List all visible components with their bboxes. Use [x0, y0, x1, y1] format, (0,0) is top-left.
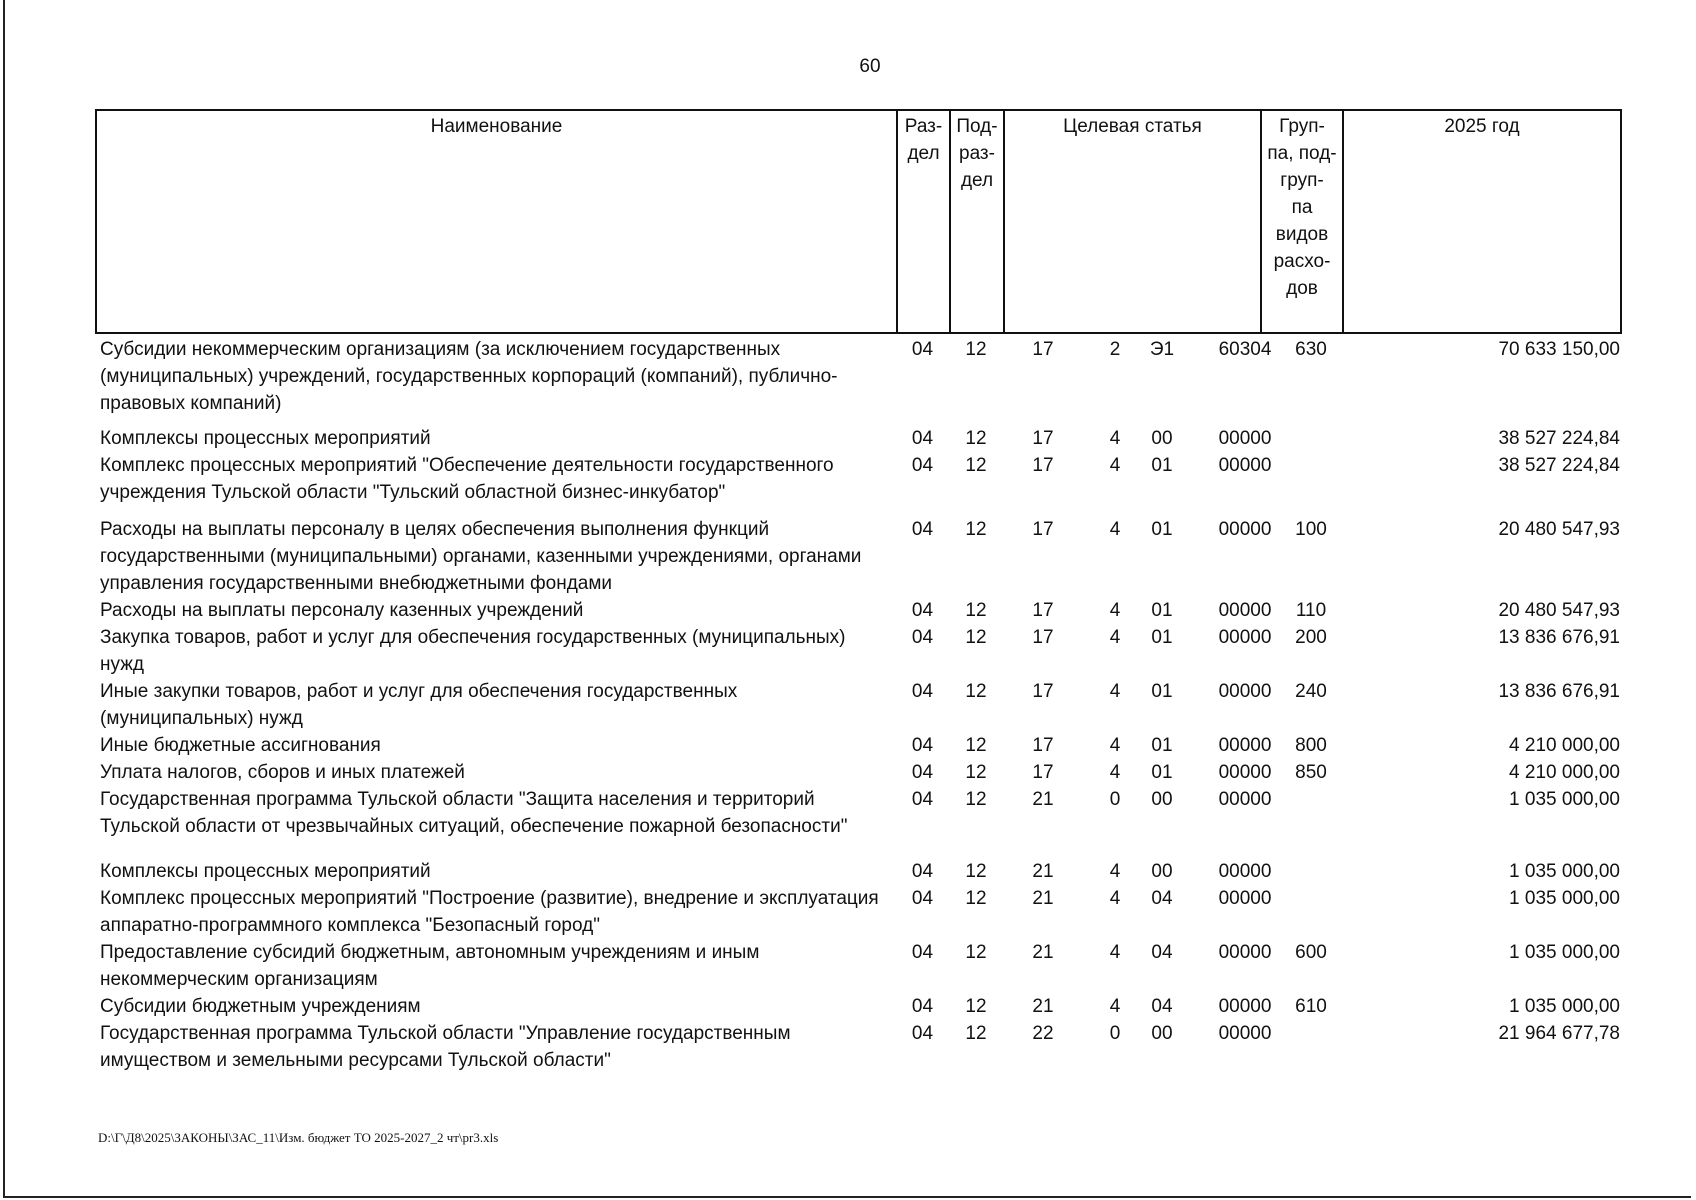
table-row — [95, 624, 1622, 678]
row-amount-2025: 20 480 547,93 — [1498, 519, 1620, 540]
row-target-type: 4 — [1109, 888, 1121, 909]
table-row — [95, 759, 1622, 786]
row-target-structure: 01 — [1151, 762, 1173, 783]
row-target-direction: 00000 — [1218, 861, 1272, 882]
row-target-direction: 60304 — [1218, 339, 1272, 360]
row-expense-group: 850 — [1295, 762, 1327, 783]
row-target-type: 4 — [1109, 762, 1121, 783]
row-target-direction: 00000 — [1218, 455, 1272, 476]
row-amount-2025: 20 480 547,93 — [1498, 600, 1620, 621]
row-target-direction: 00000 — [1218, 789, 1272, 810]
row-target-program: 17 — [1032, 735, 1054, 756]
row-target-direction: 00000 — [1218, 428, 1272, 449]
header-target-article: Целевая статья — [1005, 111, 1262, 332]
row-expense-group: 240 — [1295, 681, 1327, 702]
table-row — [95, 939, 1622, 993]
row-razdel: 04 — [911, 861, 934, 882]
row-name: Комплексы процессных мероприятий — [100, 428, 431, 449]
row-name: Предоставление субсидий бюджетным, автономным учреждениям и иным некоммерческим организациям — [100, 942, 760, 990]
header-podrazdel: Под- раз- дел — [951, 111, 1005, 332]
table-row — [95, 678, 1622, 732]
row-razdel: 04 — [911, 339, 934, 360]
header-razdel: Раз- дел — [898, 111, 951, 332]
page-number: 60 — [859, 56, 881, 77]
row-target-structure: 01 — [1151, 681, 1173, 702]
row-target-direction: 00000 — [1218, 600, 1272, 621]
row-name: Иные бюджетные ассигнования — [100, 735, 381, 756]
row-target-structure: 00 — [1151, 789, 1173, 810]
row-target-structure: 01 — [1151, 735, 1173, 756]
row-podrazdel: 12 — [965, 996, 987, 1017]
row-target-program: 21 — [1032, 942, 1054, 963]
row-target-direction: 00000 — [1218, 996, 1272, 1017]
row-razdel: 04 — [911, 942, 934, 963]
row-expense-group: 600 — [1295, 942, 1327, 963]
table-header — [95, 109, 1622, 334]
row-amount-2025: 70 633 150,00 — [1498, 339, 1620, 360]
row-target-structure: 01 — [1151, 519, 1173, 540]
row-target-type: 4 — [1109, 627, 1121, 648]
row-podrazdel: 12 — [965, 789, 987, 810]
row-name: Комплексы процессных мероприятий — [100, 861, 431, 882]
row-target-direction: 00000 — [1218, 1023, 1272, 1044]
row-expense-group: 630 — [1295, 339, 1327, 360]
row-name: Субсидии некоммерческим организациям (за исключением государственных (муниципальных) учреждений, государственных корпораций (компаний), публично-правовых компаний) — [100, 339, 838, 414]
row-target-direction: 00000 — [1218, 942, 1272, 963]
row-expense-group: 110 — [1295, 600, 1327, 621]
row-target-program: 17 — [1032, 681, 1054, 702]
row-target-program: 17 — [1032, 339, 1054, 360]
row-name: Комплекс процессных мероприятий "Обеспечение деятельности государственного учреждения Тульской области "Тульский областной бизнес-инкубатор" — [100, 455, 834, 503]
row-podrazdel: 12 — [965, 1023, 987, 1044]
row-name: Закупка товаров, работ и услуг для обеспечения государственных (муниципальных) нужд — [100, 627, 846, 675]
row-amount-2025: 1 035 000,00 — [1509, 996, 1620, 1017]
table-row — [95, 993, 1622, 1020]
row-podrazdel: 12 — [965, 428, 987, 449]
row-razdel: 04 — [911, 789, 934, 810]
row-target-direction: 00000 — [1218, 627, 1272, 648]
row-target-structure: 01 — [1151, 600, 1173, 621]
row-target-type: 4 — [1109, 861, 1121, 882]
row-expense-group: 610 — [1295, 996, 1327, 1017]
row-target-direction: 00000 — [1218, 762, 1272, 783]
table-row — [95, 597, 1622, 624]
row-amount-2025: 13 836 676,91 — [1498, 681, 1620, 702]
row-target-type: 0 — [1109, 1023, 1121, 1044]
row-target-program: 21 — [1032, 888, 1054, 909]
row-target-structure: 01 — [1151, 455, 1173, 476]
row-target-structure: 04 — [1151, 996, 1173, 1017]
row-target-type: 4 — [1109, 996, 1121, 1017]
row-podrazdel: 12 — [965, 735, 987, 756]
row-target-type: 4 — [1109, 600, 1121, 621]
row-target-program: 21 — [1032, 789, 1054, 810]
row-name: Комплекс процессных мероприятий "Построение (развитие), внедрение и эксплуатация аппаратно-программного комплекса "Безопасный город" — [100, 888, 879, 936]
table-row — [95, 885, 1622, 939]
row-target-type: 2 — [1109, 339, 1121, 360]
row-target-program: 21 — [1032, 861, 1054, 882]
row-target-direction: 00000 — [1218, 519, 1272, 540]
row-target-structure: 00 — [1151, 428, 1173, 449]
table-row — [95, 786, 1622, 858]
row-amount-2025: 1 035 000,00 — [1509, 942, 1620, 963]
row-amount-2025: 1 035 000,00 — [1509, 789, 1620, 810]
row-target-type: 0 — [1109, 789, 1121, 810]
row-target-program: 17 — [1032, 519, 1054, 540]
row-razdel: 04 — [911, 996, 934, 1017]
row-target-structure: 00 — [1151, 861, 1173, 882]
row-target-type: 4 — [1109, 519, 1121, 540]
row-target-type: 4 — [1109, 428, 1121, 449]
row-target-type: 4 — [1109, 681, 1121, 702]
table-row — [95, 452, 1622, 516]
row-podrazdel: 12 — [965, 600, 987, 621]
row-target-program: 17 — [1032, 762, 1054, 783]
table-row — [95, 425, 1622, 452]
row-target-direction: 00000 — [1218, 888, 1272, 909]
row-amount-2025: 13 836 676,91 — [1498, 627, 1620, 648]
row-razdel: 04 — [911, 735, 934, 756]
row-amount-2025: 38 527 224,84 — [1498, 428, 1620, 449]
table-body — [95, 336, 1622, 1074]
row-podrazdel: 12 — [965, 681, 987, 702]
row-razdel: 04 — [911, 888, 934, 909]
row-target-type: 4 — [1109, 455, 1121, 476]
row-podrazdel: 12 — [965, 942, 987, 963]
row-name: Государственная программа Тульской области "Управление государственным имуществом и земельными ресурсами Тульской области" — [100, 1023, 791, 1071]
row-target-structure: Э1 — [1149, 339, 1175, 360]
row-target-structure: 04 — [1151, 888, 1173, 909]
row-name: Государственная программа Тульской области "Защита населения и территорий Тульской области от чрезвычайных ситуаций, обеспечение пожарной безопасности" — [100, 789, 848, 837]
row-name: Расходы на выплаты персоналу казенных учреждений — [100, 600, 584, 621]
row-target-program: 17 — [1032, 600, 1054, 621]
row-razdel: 04 — [911, 455, 934, 476]
row-target-program: 21 — [1032, 996, 1054, 1017]
row-target-direction: 00000 — [1218, 735, 1272, 756]
row-target-program: 17 — [1032, 627, 1054, 648]
row-podrazdel: 12 — [965, 762, 987, 783]
row-razdel: 04 — [911, 600, 934, 621]
row-target-structure: 04 — [1151, 942, 1173, 963]
table-row — [95, 1020, 1622, 1074]
header-name: Наименование — [97, 111, 898, 332]
header-year: 2025 год — [1444, 116, 1520, 137]
row-razdel: 04 — [911, 762, 934, 783]
row-amount-2025: 4 210 000,00 — [1509, 735, 1620, 756]
table-row — [95, 516, 1622, 597]
row-name: Субсидии бюджетным учреждениям — [100, 996, 421, 1017]
row-target-type: 4 — [1109, 735, 1121, 756]
row-razdel: 04 — [911, 1023, 934, 1044]
row-amount-2025: 1 035 000,00 — [1509, 888, 1620, 909]
row-target-program: 22 — [1032, 1023, 1054, 1044]
row-amount-2025: 4 210 000,00 — [1509, 762, 1620, 783]
row-podrazdel: 12 — [965, 627, 987, 648]
table-row — [95, 732, 1622, 759]
row-target-direction: 00000 — [1218, 681, 1272, 702]
row-name: Уплата налогов, сборов и иных платежей — [100, 762, 465, 783]
row-expense-group: 100 — [1295, 519, 1327, 540]
row-podrazdel: 12 — [965, 339, 987, 360]
row-target-program: 17 — [1032, 428, 1054, 449]
row-podrazdel: 12 — [965, 519, 987, 540]
file-path: D:\Г\Д8\2025\ЗАКОНЫ\ЗАС_11\Изм. бюджет ТО 2025-2027_2 чт\pr3.xls — [98, 1130, 499, 1145]
row-name: Расходы на выплаты персоналу в целях обеспечения выполнения функций государственными (муниципальными) органами, казенными учреждениями, органами управления государственными внебюджетными фондами — [100, 519, 862, 594]
row-razdel: 04 — [911, 519, 934, 540]
row-amount-2025: 38 527 224,84 — [1498, 455, 1620, 476]
table-row — [95, 336, 1622, 425]
row-expense-group: 800 — [1295, 735, 1327, 756]
row-amount-2025: 21 964 677,78 — [1498, 1023, 1620, 1044]
row-razdel: 04 — [911, 681, 934, 702]
row-podrazdel: 12 — [965, 888, 987, 909]
row-amount-2025: 1 035 000,00 — [1509, 861, 1620, 882]
row-razdel: 04 — [911, 428, 934, 449]
table-row — [95, 858, 1622, 885]
row-target-program: 17 — [1032, 455, 1054, 476]
header-expense-group: Груп- па, под- груп- па видов расхо- дов — [1262, 111, 1344, 332]
row-target-structure: 01 — [1151, 627, 1173, 648]
row-razdel: 04 — [911, 627, 934, 648]
row-target-type: 4 — [1109, 942, 1121, 963]
row-target-structure: 00 — [1151, 1023, 1173, 1044]
row-podrazdel: 12 — [965, 455, 987, 476]
row-name: Иные закупки товаров, работ и услуг для обеспечения государственных (муниципальных) нужд — [100, 681, 738, 729]
row-podrazdel: 12 — [965, 861, 987, 882]
row-expense-group: 200 — [1295, 627, 1327, 648]
